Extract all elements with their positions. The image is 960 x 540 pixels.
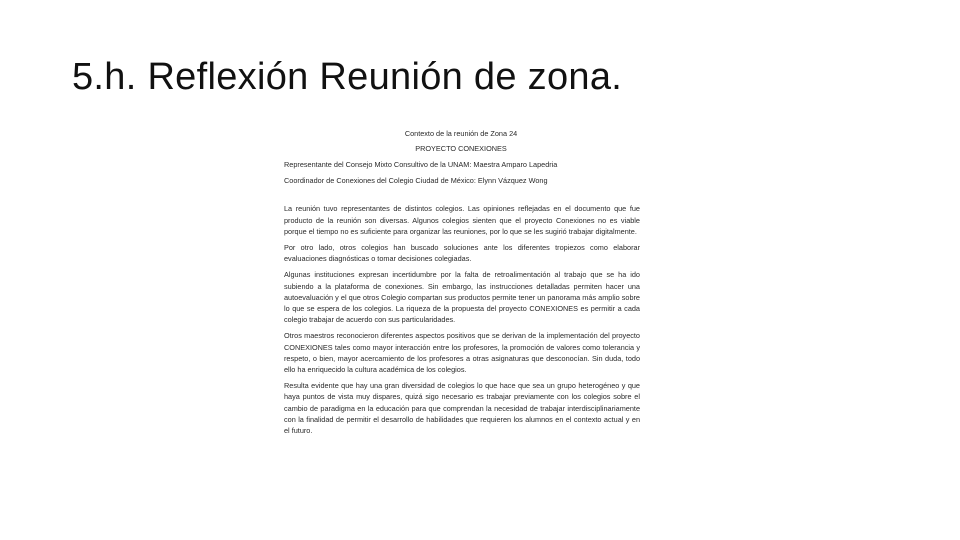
document-paragraph: Algunas instituciones expresan incertidumbre por la falta de retroalimentación al trabajo que se ha ido subiendo a la plataforma de conexiones. Sin embargo, las instrucciones detalladas permiten hacer una autoevaluación y el que otros Colegio compartan sus productos permite tener un panorama más amplio sobre lo que se espera de los colegios. La riqueza de la propuesta del proyecto CONEXIONES es permitir a cada colegio trabajar de acuerdo con sus particularidades.: [284, 270, 640, 325]
document-paragraph: La reunión tuvo representantes de distintos colegios. Las opiniones reflejadas en el documento que fue producto de la reunión son diversas. Algunos colegios sienten que el proyecto Conexiones no es viable porque el tiempo no es suficiente para organizar las reuniones, por lo que se les sugirió trabajar digitalmente.: [284, 204, 640, 236]
document-coordinator-line: Coordinador de Conexiones del Colegio Ciudad de México: Elynn Vázquez Wong: [284, 176, 548, 186]
document-paragraph: Por otro lado, otros colegios han buscado soluciones ante los diferentes tropiezos como elaborar evaluaciones diagnósticas o tomar decisiones colegiadas.: [284, 243, 640, 264]
document-subheading: PROYECTO CONEXIONES: [415, 143, 507, 153]
document-paragraph: Resulta evidente que hay una gran diversidad de colegios lo que hace que sea un grupo heterogéneo y que haya puntos de vista muy dispares, quizá sigo necesario es trabajar previamente con los colegios sobre el cambio de paradigma en la educación para que comprendan la necesidad de trabajar interdisciplinariamente con la finalidad de permitir el desarrollo de habilidades que requieren los alumnos en el contexto actual y en el futuro.: [284, 381, 640, 436]
document-heading: Contexto de la reunión de Zona 24: [404, 129, 518, 138]
document-image: [278, 128, 644, 480]
document-representative-line: Representante del Consejo Mixto Consultivo de la UNAM: Maestra Amparo Lapedria: [284, 160, 558, 169]
document-paragraph: Otros maestros reconocieron diferentes aspectos positivos que se derivan de la implementación del proyecto CONEXIONES tales como mayor interacción entre los profesores, la promoción de valores como tolerancia y respeto, o bien, mayor acercamiento de los profesores a otras asignaturas que desconocían. Sin duda, todo ello ha enriquecido la cultura académica de los colegios.: [284, 331, 640, 375]
slide-title: 5.h. Reflexión Reunión de zona.: [72, 56, 623, 98]
